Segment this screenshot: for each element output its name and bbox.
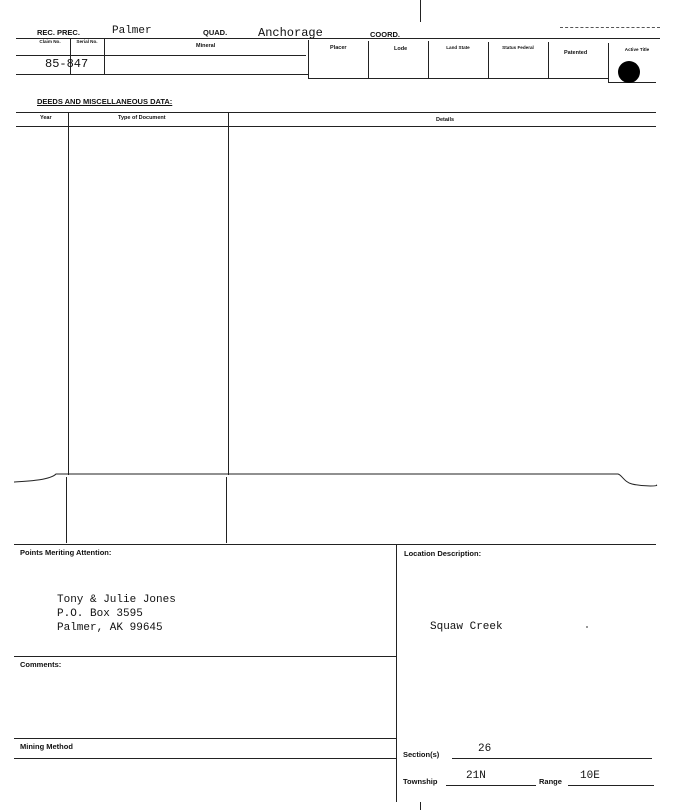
claim-col-divider-5	[428, 41, 429, 78]
lower-section-top-border	[14, 544, 656, 545]
rec-prec-value: Palmer	[112, 25, 152, 37]
points-label: Points Meriting Attention:	[20, 548, 112, 557]
comments-label: Comments:	[20, 660, 62, 669]
township-label: Township	[403, 777, 438, 786]
mining-top-border	[14, 738, 396, 739]
placer-header: Placer	[330, 45, 347, 51]
deeds-col-divider-2	[228, 112, 229, 475]
type-col-header: Type of Document	[118, 115, 166, 121]
top-right-line	[560, 27, 660, 28]
claim-no-value: 85-847	[45, 57, 89, 71]
active-title-header: Active Title	[624, 47, 650, 52]
township-value: 21N	[466, 770, 486, 782]
claim-col-divider-8	[608, 43, 609, 82]
sections-underline	[452, 758, 652, 759]
sections-label: Section(s)	[403, 750, 440, 759]
deeds-header-border	[16, 126, 656, 127]
comments-top-border	[14, 656, 396, 657]
page-break-line	[0, 466, 678, 494]
mining-method-label: Mining Method	[20, 742, 73, 751]
claim-col-divider-7	[548, 42, 549, 78]
claim-table-bottom-border-right	[308, 78, 608, 79]
coord-label: COORD.	[370, 30, 400, 39]
hole-punch-mark	[618, 61, 640, 83]
range-value: 10E	[580, 770, 600, 782]
claim-col-divider-3	[308, 40, 309, 78]
lode-header: Lode	[394, 46, 408, 52]
deeds-col-divider-1	[68, 112, 69, 475]
location-value: Squaw Creek	[430, 621, 503, 633]
bottom-center-tick	[420, 802, 421, 810]
details-col-header: Details	[436, 117, 455, 123]
points-line-3: Palmer, AK 99645	[57, 622, 163, 634]
top-center-tick	[420, 0, 421, 22]
claim-table-top-border	[16, 38, 660, 39]
range-underline	[568, 785, 654, 786]
land-state-header: Land State	[446, 45, 470, 50]
patented-header: Patented	[564, 50, 588, 56]
mining-bottom-border	[14, 758, 396, 759]
claim-table-bottom-border	[16, 74, 308, 75]
deeds-top-border	[16, 112, 656, 113]
serial-no-header: Serial No.	[76, 39, 98, 44]
township-underline	[446, 785, 536, 786]
quad-value: Anchorage	[258, 26, 323, 40]
claim-col-divider-4	[368, 41, 369, 78]
claim-no-header: Claim No.	[39, 39, 61, 44]
status-federal-header: Status Federal	[502, 45, 534, 50]
stray-dot	[586, 626, 588, 628]
sections-value: 26	[478, 743, 492, 755]
range-label: Range	[539, 777, 562, 786]
claim-col-divider-6	[488, 42, 489, 78]
mineral-header: Mineral	[196, 43, 216, 49]
rec-prec-label: REC. PREC.	[37, 28, 80, 37]
quad-label: QUAD.	[203, 28, 228, 37]
points-line-1: Tony & Julie Jones	[57, 594, 176, 606]
points-line-2: P.O. Box 3595	[57, 608, 143, 620]
claim-col-divider-2	[104, 38, 105, 74]
deeds-section-title: DEEDS AND MISCELLANEOUS DATA:	[37, 97, 173, 106]
location-label: Location Description:	[404, 549, 482, 558]
lower-center-divider	[396, 544, 397, 802]
claim-table-header-border	[16, 55, 306, 56]
year-col-header: Year	[40, 115, 52, 121]
